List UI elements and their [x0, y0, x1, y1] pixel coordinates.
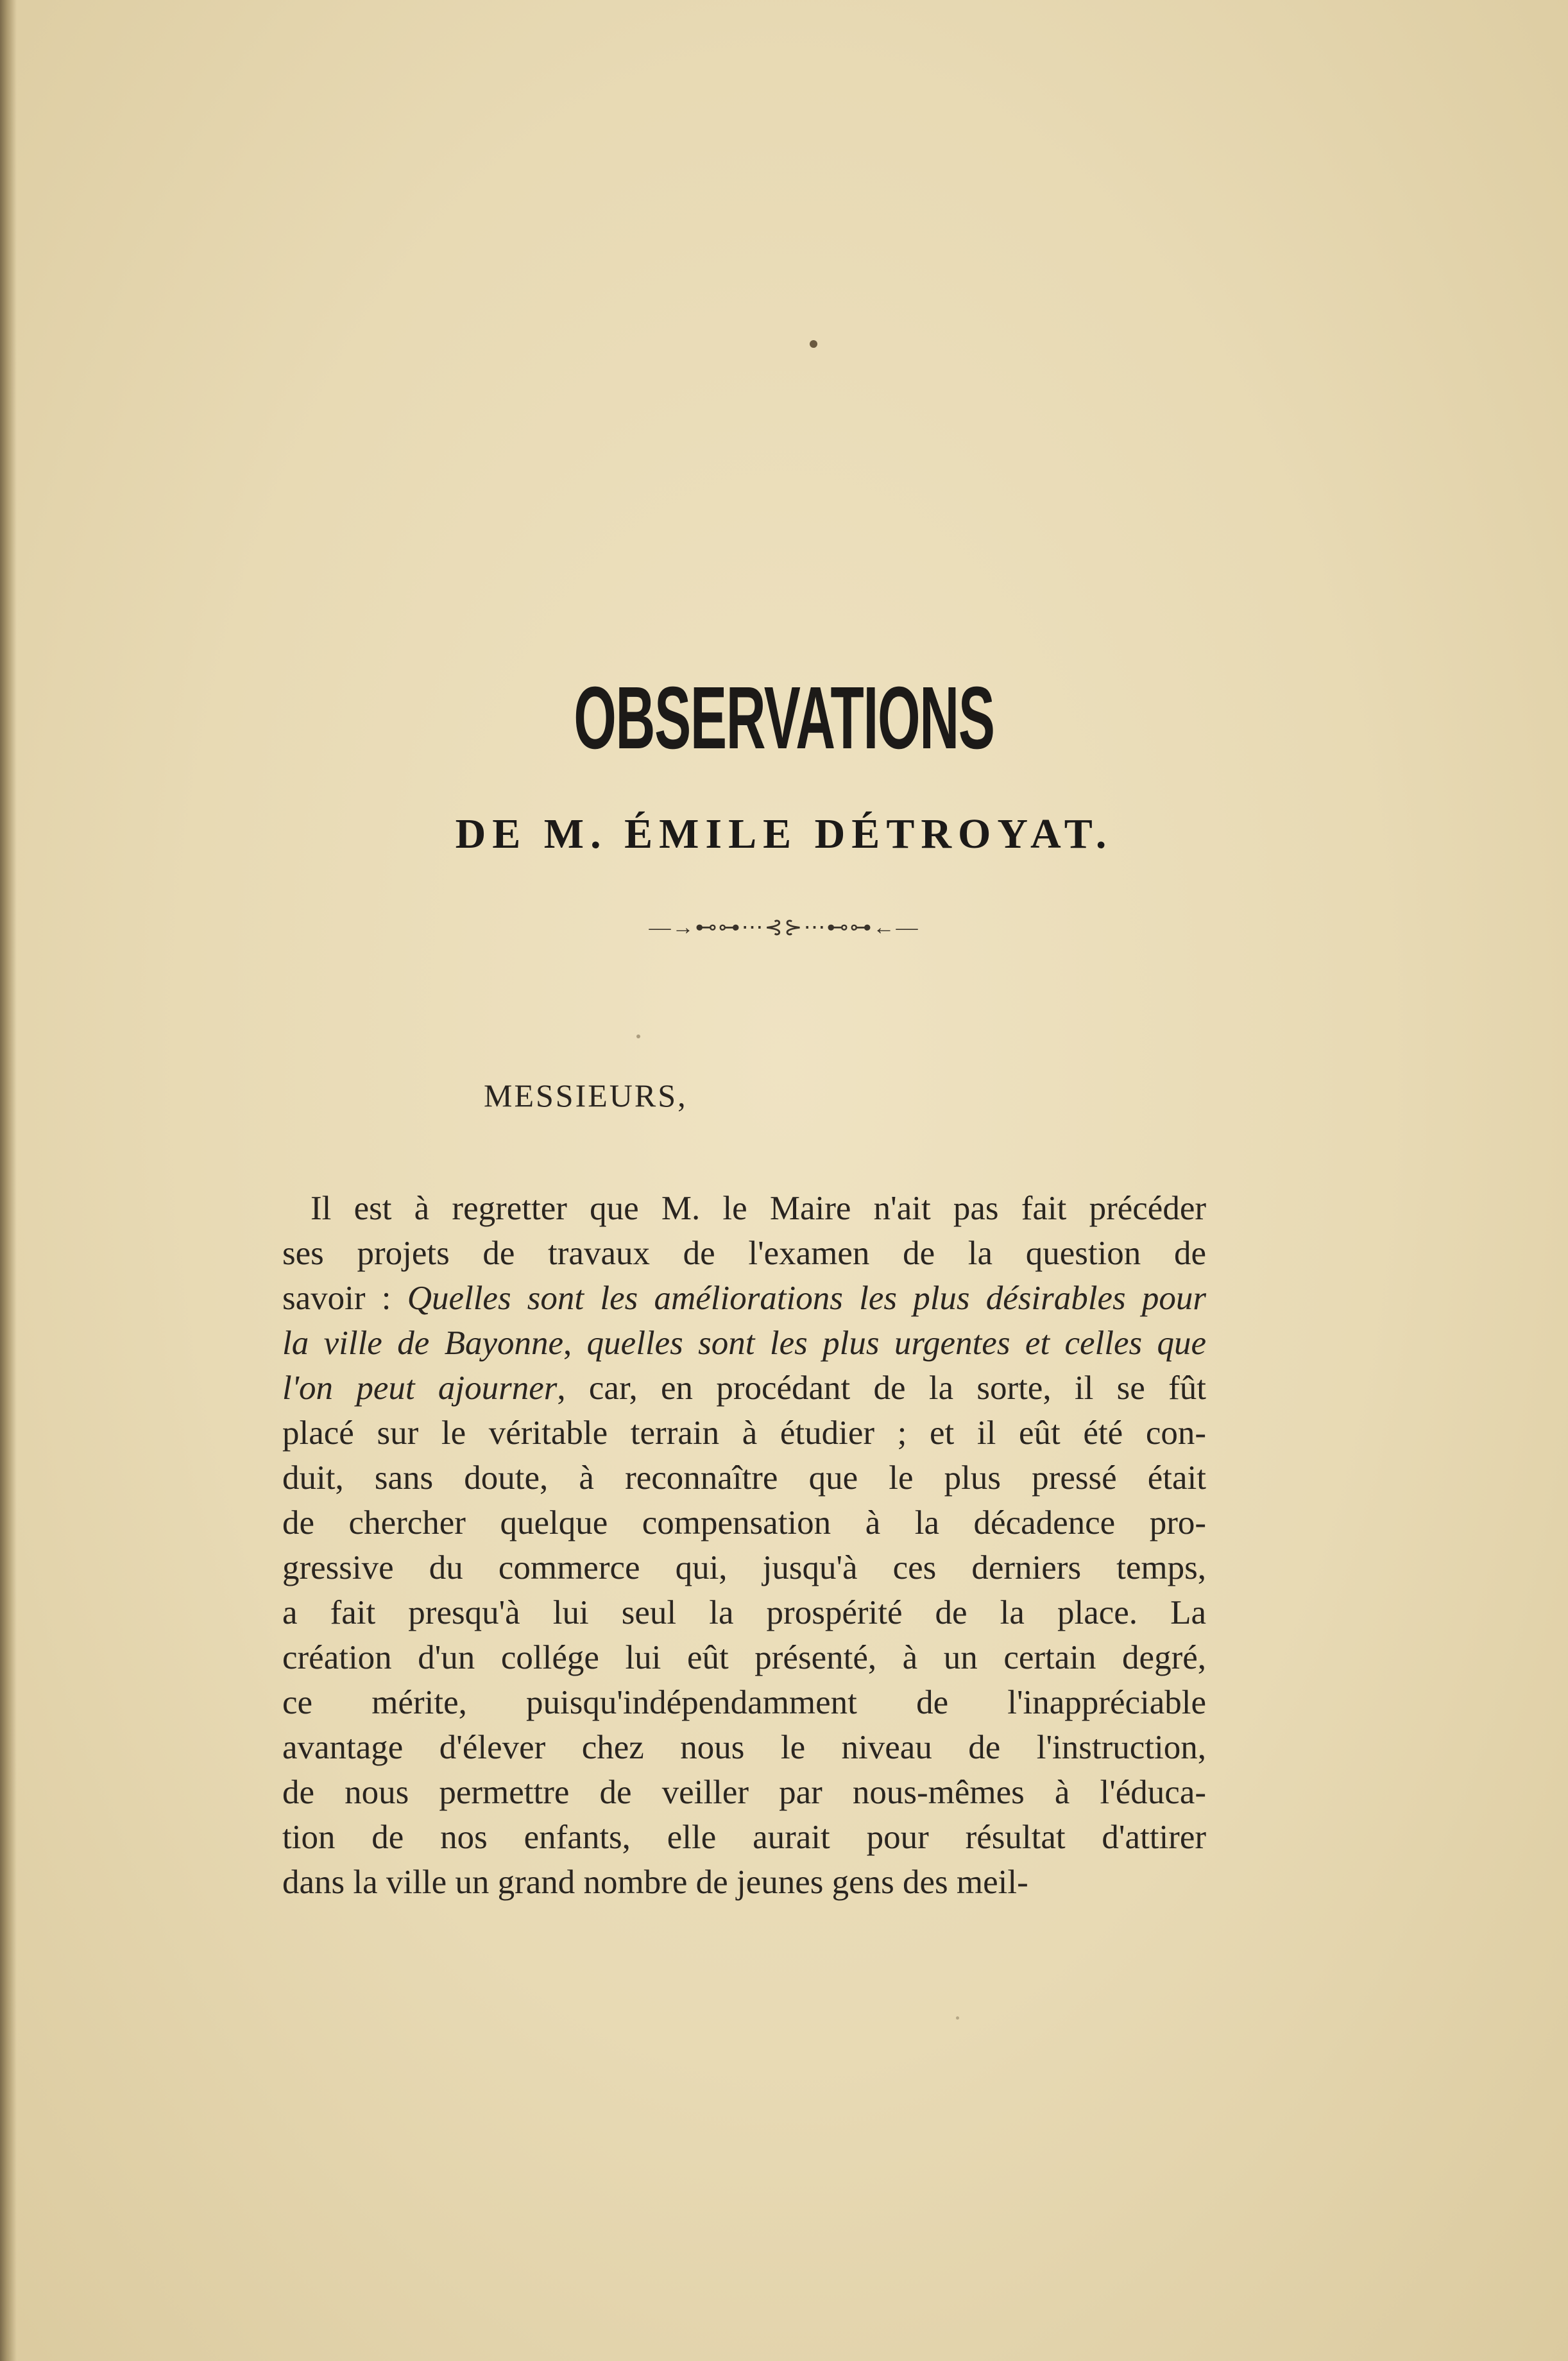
text-line: la ville de Bayonne, quelles sont les plus urgentes et celles que — [282, 1325, 1206, 1362]
text-line: gressive du commerce qui, jusqu'à ces derniers temps, — [282, 1549, 1206, 1586]
page-binding-edge — [0, 0, 17, 2361]
text-line: l'on peut ajourner, car, en procédant de la sorte, il se fût — [282, 1369, 1206, 1407]
text-line: création d'un collége lui eût présenté, à un certain degré, — [282, 1639, 1206, 1676]
text-line: de chercher quelque compensation à la décadence pro- — [282, 1504, 1206, 1541]
text-line: dans la ville un grand nombre de jeunes gens des meil- — [282, 1864, 1028, 1901]
italic-text: l'on peut ajourner — [282, 1369, 558, 1407]
text-line — [282, 1276, 1206, 1321]
body-paragraph — [282, 1186, 1206, 1905]
ornament-divider: —→⊷⊶⋯⊰⊱⋯⊷⊶←— — [649, 916, 919, 940]
text-line: avantage d'élever chez nous le niveau de l'instruction, — [282, 1729, 1206, 1766]
text-line: de nous permettre de veiller par nous-mêmes à l'éduca- — [282, 1774, 1206, 1811]
text-line: tion de nos enfants, elle aurait pour résultat d'attirer — [282, 1819, 1206, 1856]
text-line: placé sur le véritable terrain à étudier ; et il eût été con- — [282, 1414, 1206, 1452]
italic-text: quelles sont les plus urgentes et celles que — [586, 1325, 1206, 1362]
paper-speck — [956, 2016, 959, 2020]
paper-speck — [636, 1035, 640, 1038]
salutation: MESSIEURS, — [484, 1077, 688, 1113]
author-line: DE M. ÉMILE DÉTROYAT. — [455, 811, 1113, 857]
text-line: a fait presqu'à lui seul la prospérité de la place. La — [282, 1594, 1206, 1631]
text-segment: savoir : — [282, 1280, 407, 1317]
italic-text: la ville de Bayonne — [282, 1325, 564, 1362]
text-line: duit, sans doute, à reconnaître que le plus pressé était — [282, 1459, 1206, 1497]
italic-text: Quelles sont les améliorations les plus désirables pour — [407, 1280, 1206, 1317]
document-title: OBSERVATIONS — [574, 669, 994, 768]
text-line: ses projets de travaux de l'examen de la question de — [282, 1235, 1206, 1272]
paper-speck — [810, 340, 817, 348]
text-line: ce mérite, puisqu'indépendamment de l'inappréciable — [282, 1684, 1206, 1721]
text-line: Il est à regretter que M. le Maire n'ait pas fait précéder — [311, 1190, 1206, 1227]
